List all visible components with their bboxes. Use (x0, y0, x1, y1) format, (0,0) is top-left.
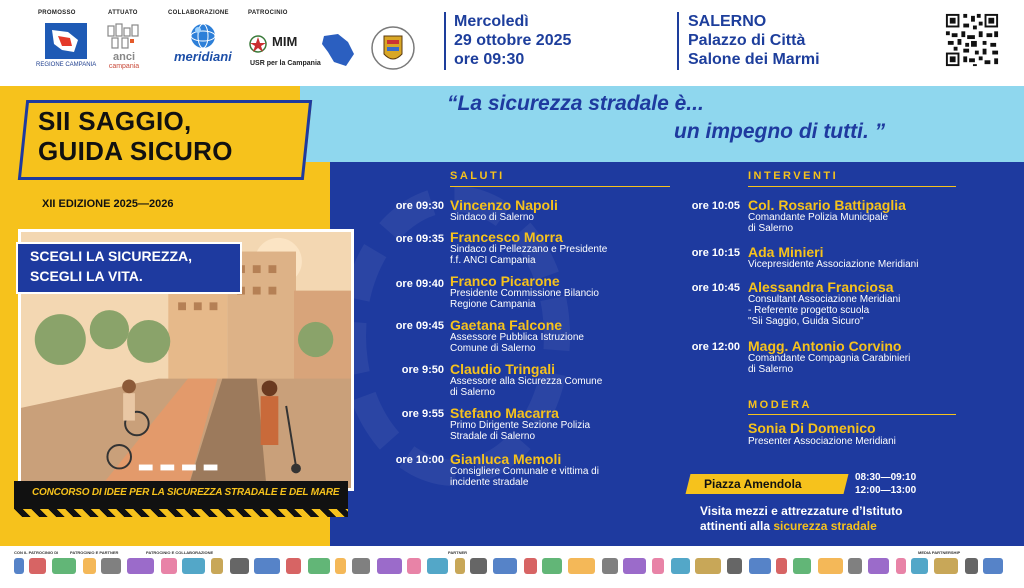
modera-role: Presenter Associazione Meridiani (748, 436, 896, 447)
footer-caption: PARTNER (448, 550, 468, 555)
interventi-role: di Salerno (748, 223, 794, 234)
anci-wordmark: anci (112, 51, 135, 63)
saluti-role: Presidente Commissione Bilancio (450, 288, 599, 299)
quote-line-2: un impegno di tutti. ” (674, 120, 886, 143)
sponsor-logo (83, 558, 96, 574)
event-time: ore 09:30 (454, 51, 525, 68)
regione-caption: REGIONE CAMPANIA (36, 62, 97, 68)
footer-caption: CON IL PATROCINIO DI (14, 550, 59, 555)
sponsor-logo (911, 558, 928, 574)
interventi-role: Consultant Associazione Meridiani (748, 294, 901, 305)
sponsor-logo (934, 558, 958, 574)
slogan-line-2: SCEGLI LA VITA. (30, 268, 143, 284)
sponsor-logo (52, 558, 76, 574)
saluti-time: ore 09:30 (395, 200, 444, 212)
event-building: Palazzo di Città (688, 32, 806, 49)
sponsor-footer (0, 546, 1024, 588)
sponsor-logo (671, 558, 690, 574)
interventi-name: Magg. Antonio Corvino (748, 338, 902, 354)
visit-line-2 (700, 519, 877, 533)
saluti-heading: SALUTI (450, 170, 505, 182)
sponsor-logo (230, 558, 249, 574)
title-line-1: SII SAGGIO, (38, 106, 192, 136)
role-patrocinio: PATROCINIO (248, 10, 288, 16)
saluti-name: Vincenzo Napoli (450, 197, 558, 213)
header-divider-2 (677, 12, 679, 70)
sponsor-logo (182, 558, 205, 574)
sponsor-logo (427, 558, 448, 574)
sponsor-logo (623, 558, 646, 574)
interventi-name: Col. Rosario Battipaglia (748, 197, 906, 213)
modera-rule (748, 414, 956, 415)
sponsor-logo (818, 558, 843, 574)
event-room: Salone dei Marmi (688, 51, 820, 68)
sponsor-logo (568, 558, 595, 574)
saluti-role: Primo Dirigente Sezione Polizia (450, 420, 591, 431)
sponsor-logo (470, 558, 487, 574)
footer-caption: MEDIA PARTNERSHIP (918, 550, 961, 555)
saluti-role: f.f. ANCI Campania (450, 255, 536, 266)
saluti-time: ore 9:50 (401, 364, 444, 376)
anci-sub: campania (108, 63, 140, 70)
sponsor-logo (407, 558, 421, 574)
sponsor-logo (965, 558, 978, 574)
visit-line-1: Visita mezzi e attrezzature d’Istituto (700, 504, 903, 518)
sponsor-logo (308, 558, 330, 574)
interventi-rule (748, 186, 956, 187)
sponsor-logo (211, 558, 223, 574)
sponsor-logo (868, 558, 889, 574)
sponsor-logo (493, 558, 517, 574)
interventi-name: Ada Minieri (748, 244, 824, 260)
sponsor-logo (101, 558, 121, 574)
role-attuato: ATTUATO (108, 10, 138, 16)
edition-label: XII EDIZIONE 2025—2026 (42, 198, 174, 210)
anci-logo (104, 22, 144, 71)
saluti-name: Francesco Morra (450, 229, 563, 245)
sponsor-logo (161, 558, 177, 574)
interventi-role: - Referente progetto scuola (748, 305, 870, 316)
visit-highlight: sicurezza stradale (773, 519, 877, 533)
sponsor-logo (455, 558, 465, 574)
sponsor-logo (377, 558, 402, 574)
mim-logo (248, 32, 320, 76)
event-day: 29 ottobre 2025 (454, 32, 572, 49)
interventi-time: ore 10:05 (691, 200, 740, 212)
sponsor-logo (127, 558, 154, 574)
qr-code-icon[interactable] (944, 12, 1000, 68)
saluti-time: ore 09:35 (395, 233, 444, 245)
interventi-time: ore 10:45 (691, 282, 740, 294)
saluti-name: Franco Picarone (450, 273, 560, 289)
saluti-time: ore 09:45 (395, 320, 444, 332)
sponsor-logo (254, 558, 280, 574)
interventi-role: di Salerno (748, 364, 794, 375)
regione-campania-icon (44, 22, 88, 60)
footer-caption: PATROCINIO E PARTNER (70, 550, 119, 555)
saluti-rule (450, 186, 670, 187)
sponsor-logo (749, 558, 771, 574)
sponsor-logo (602, 558, 618, 574)
saluti-role: incidente stradale (450, 477, 529, 488)
sponsor-logo (352, 558, 370, 574)
campania-map-icon (318, 30, 358, 70)
meridiani-logo (174, 22, 232, 64)
saluti-role: Consigliere Comunale e vittima di (450, 466, 599, 477)
sponsor-logo (29, 558, 46, 574)
role-promosso: PROMOSSO (38, 10, 76, 16)
poster-main (0, 86, 1024, 546)
interventi-time: ore 12:00 (691, 341, 740, 353)
sponsor-logo (983, 558, 1003, 574)
interventi-role: Comandante Compagnia Carabinieri (748, 353, 911, 364)
saluti-role: Assessore alla Sicurezza Comune (450, 376, 603, 387)
contest-text: CONCORSO DI IDEE PER LA SICUREZZA STRADALE E DEL MARE (32, 487, 340, 498)
interventi-role: "Sii Saggio, Guida Sicuro" (748, 316, 864, 327)
quote-line-1: “La sicurezza stradale è... (447, 92, 704, 115)
saluti-role: di Salerno (450, 387, 496, 398)
title-line-2: GUIDA SICURO (38, 136, 233, 166)
role-collaborazione: COLLABORAZIONE (168, 10, 229, 16)
interventi-role: Comandante Polizia Municipale (748, 212, 889, 223)
saluti-role: Regione Campania (450, 299, 536, 310)
sponsor-logo (695, 558, 721, 574)
interventi-heading: INTERVENTI (748, 170, 839, 182)
saluti-role: Stradale di Salerno (450, 431, 536, 442)
saluti-role: Comune di Salerno (450, 343, 536, 354)
sponsor-logo (14, 558, 24, 574)
italy-emblem-icon (248, 34, 268, 54)
saluti-name: Claudio Tringali (450, 361, 556, 377)
piazza-time-2: 12:00—13:00 (855, 485, 917, 496)
saluti-name: Stefano Macarra (450, 405, 559, 421)
interventi-time: ore 10:15 (691, 247, 740, 259)
saluti-role: Sindaco di Salerno (450, 212, 534, 223)
sponsor-logo (776, 558, 787, 574)
sponsor-logo (896, 558, 906, 574)
header-divider-1 (444, 12, 446, 70)
anci-icon (104, 22, 144, 52)
meridiani-wordmark: meridiani (174, 49, 232, 64)
saluti-role: Assessore Pubblica Istruzione (450, 332, 584, 343)
piazza-label: Piazza Amendola (704, 477, 802, 491)
header (0, 0, 1024, 86)
regione-campania-logo (36, 22, 96, 69)
sponsor-logo (286, 558, 301, 574)
saluti-time: ore 9:55 (401, 408, 444, 420)
modera-name: Sonia Di Domenico (748, 420, 876, 436)
sponsor-logo (335, 558, 346, 574)
sponsor-logo (652, 558, 664, 574)
globe-icon (186, 22, 220, 50)
saluti-time: ore 10:00 (395, 454, 444, 466)
sponsor-logo (542, 558, 562, 574)
usr-caption: USR per la Campania (250, 60, 321, 67)
saluti-name: Gianluca Memoli (450, 451, 562, 467)
event-date (454, 12, 571, 69)
saluti-name: Gaetana Falcone (450, 317, 563, 333)
slogan-line-1: SCEGLI LA SICUREZZA, (30, 248, 193, 264)
salerno-crest-icon (370, 24, 416, 72)
visit-line-2-text: attinenti alla (700, 519, 774, 533)
sponsor-logo (793, 558, 811, 574)
hazard-stripe (14, 509, 348, 517)
sponsor-logo (524, 558, 537, 574)
interventi-name: Alessandra Franciosa (748, 279, 894, 295)
footer-caption: PATROCINIO E COLLABORAZIONE (146, 550, 214, 555)
mim-wordmark: MIM (272, 34, 298, 49)
piazza-time-1: 08:30—09:10 (855, 472, 917, 483)
modera-heading: MODERA (748, 399, 812, 411)
sponsor-logo (727, 558, 742, 574)
event-weekday: Mercoledì (454, 13, 529, 30)
event-place (688, 12, 820, 69)
event-city: SALERNO (688, 13, 767, 30)
saluti-role: Sindaco di Pellezzano e Presidente (450, 244, 608, 255)
saluti-time: ore 09:40 (395, 278, 444, 290)
sponsor-logo (848, 558, 862, 574)
interventi-role: Vicepresidente Associazione Meridiani (748, 259, 919, 270)
